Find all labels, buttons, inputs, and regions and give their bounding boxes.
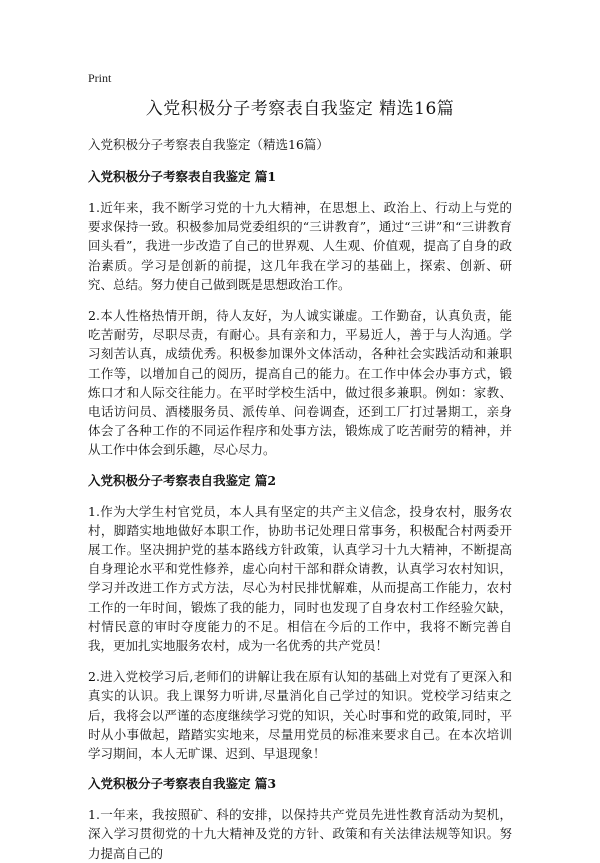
paragraph: 2.进入党校学习后,老师们的讲解让我在原有认知的基础上对党有了更深入和真实的认识。我上课努力听讲,尽量消化自己学过的知识。党校学习结束之后，我将会以严谨的态度继续学习党的知识，关心时事和党的政策,同时，平时从小事做起，踏踏实实地来，尽量用党员的标准来要求自己。在本次培训学习期间，本人无旷课、迟到、早退现象！ (88, 669, 512, 762)
paragraph: 2.本人性格热情开朗，待人友好，为人诚实谦虚。工作勤奋，认真负责，能吃苦耐劳，尽职尽责，有耐心。具有亲和力，平易近人，善于与人沟通。学习刻苦认真，成绩优秀。积极参加课外文体活动，各种社会实践活动和兼职工作等，以增加自己的阅历，提高自己的能力。在工作中体会办事方式，锻炼口才和人际交往能力。在平时学校生活中，做过很多兼职。例如：家教、电话访问员、酒楼服务员、派传单、问卷调查，还到工厂打过暑期工，亲身体会了各种工作的不同运作程序和处事方法，锻炼成了吃苦耐劳的精神，并从工作中体会到乐趣，尽心尽力。 (88, 308, 512, 458)
section-3 (88, 775, 512, 863)
section-heading: 入党积极分子考察表自我鉴定 篇3 (88, 776, 277, 792)
document-subtitle: 入党积极分子考察表自我鉴定（精选16篇） (88, 137, 329, 152)
section-1 (88, 168, 512, 460)
print-label: Print (88, 71, 112, 85)
paragraph: 1.作为大学生村官党员，本人具有坚定的共产主义信念，投身农村，服务农村，脚踏实地地做好本职工作，协助书记处理日常事务，积极配合村两委开展工作。坚决拥护党的基本路线方针政策，认真学习十九大精神，不断提高自身理论水平和党性修养，虚心向村干部和群众请教，认真学习农村知识，学习并改进工作方式方法，尽心为村民排忧解难，从而提高工作能力，农村工作的一年时间，锻炼了我的能力，同时也发现了自身农村工作经验欠缺，村情民意的审时夺度能力的不足。相信在今后的工作中，我将不断完善自我，更加扎实地服务农村，成为一名优秀的共产党员！ (88, 503, 512, 654)
section-heading: 入党积极分子考察表自我鉴定 篇1 (88, 169, 277, 184)
paragraph: 1.一年来，我按照矿、科的安排，以保持共产党员先进性教育活动为契机，深入学习贯彻党的十九大精神及党的方针、政策和有关法律法规等知识。努力提高自己的 (88, 807, 512, 861)
document-title: 入党积极分子考察表自我鉴定 精选16篇 (145, 99, 455, 119)
paragraph: 1.近年来，我不断学习党的十九大精神，在思想上、政治上、行动上与党的要求保持一致。积极参加局党委组织的“三讲教育”，通过“三讲”和“三讲教育回头看”，我进一步改造了自己的世界观、人生观、价值观，提高了自身的政治素质。学习是创新的前提，这几年我在学习的基础上，探索、创新、研究、总结。努力使自己做到既是思想政治工作。 (88, 200, 512, 292)
section-heading: 入党积极分子考察表自我鉴定 篇2 (88, 472, 277, 488)
section-2 (88, 472, 512, 764)
